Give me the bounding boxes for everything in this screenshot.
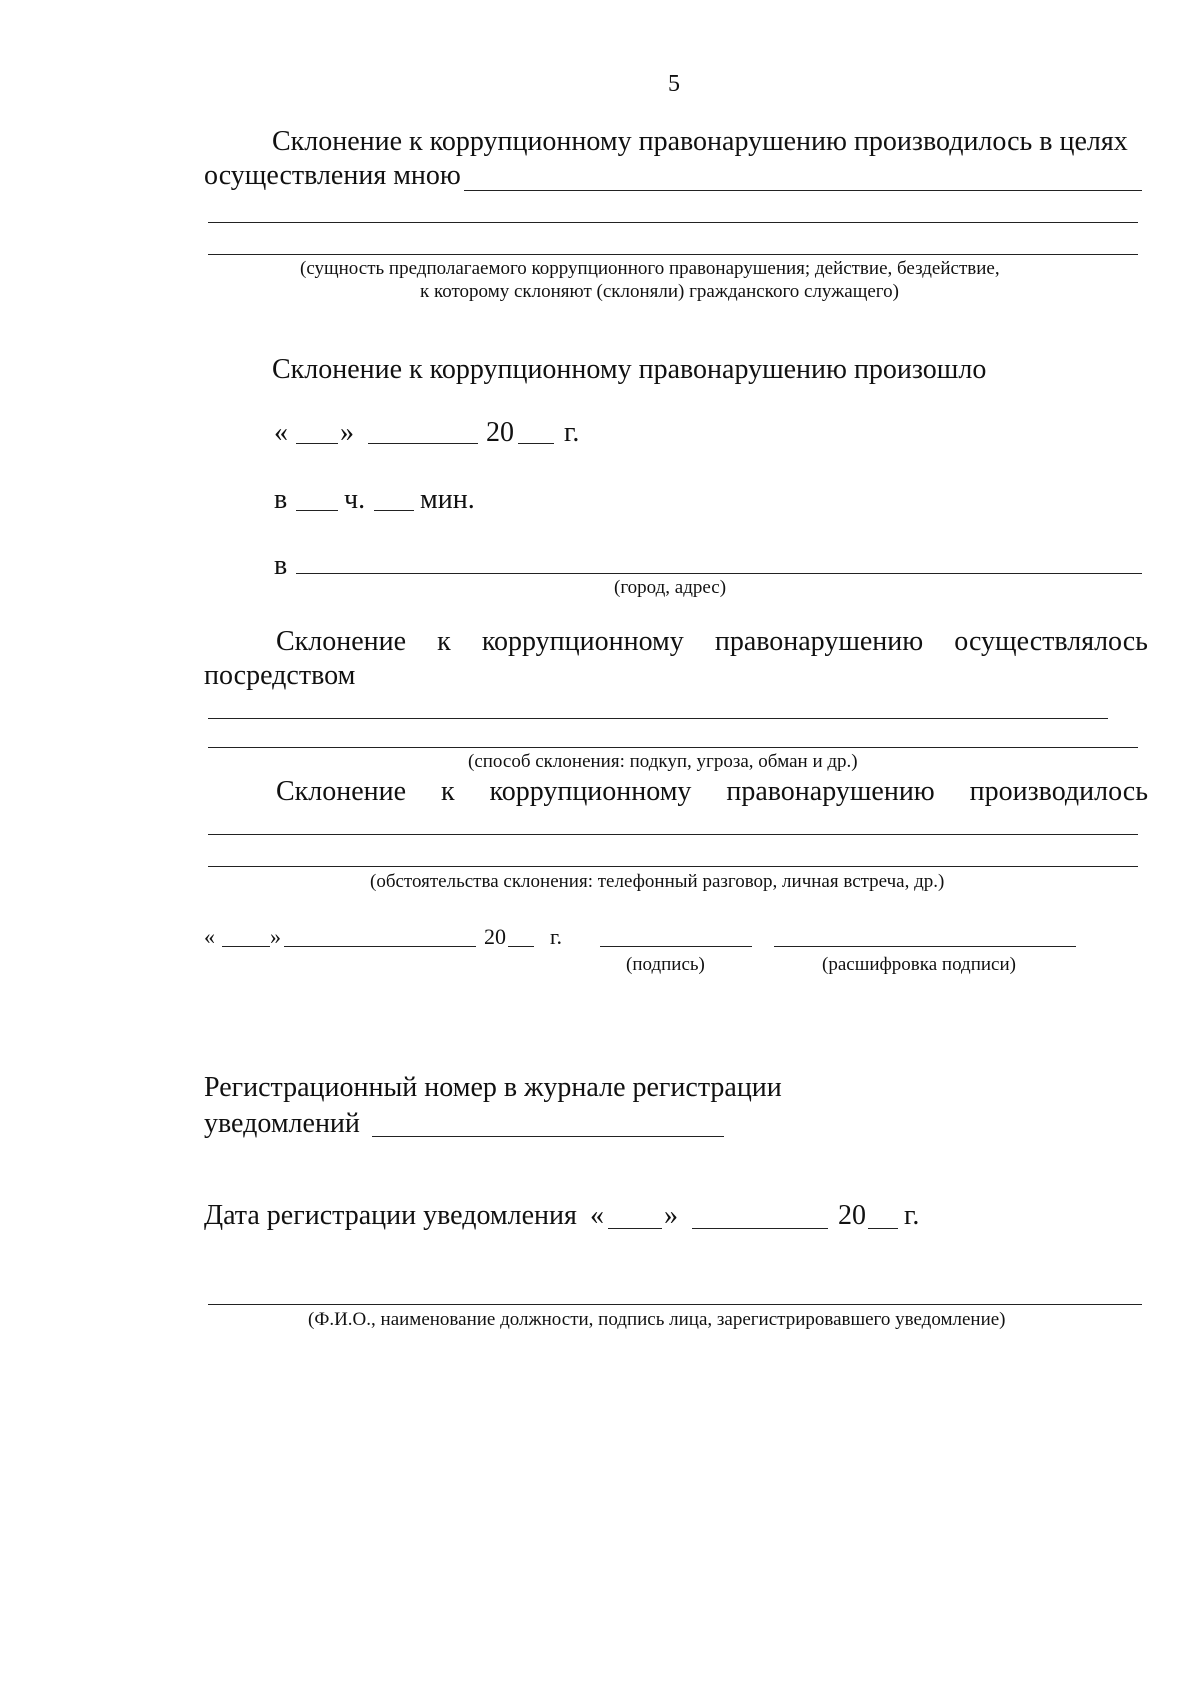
sign-month-field[interactable] [284,946,476,947]
sign-caption: (подпись) [626,954,705,975]
block3-word: осуществлялось [954,626,1148,657]
block1-caption2: к которому склоняют (склоняли) гражданского служащего) [420,281,899,302]
block2-line1: Склонение к коррупционному правонарушению произошло [272,354,987,385]
final-caption: (Ф.И.О., наименование должности, подпись лица, зарегистрировавшего уведомление) [308,1309,1006,1330]
reg-year-field[interactable] [868,1228,898,1229]
block1-line1: Склонение к коррупционному правонарушению производилось в целях [272,126,1128,157]
decode-caption: (расшифровка подписи) [822,954,1016,975]
sign-year-prefix: 20 [484,924,506,949]
purpose-field-3[interactable] [208,254,1138,255]
month-field[interactable] [368,443,478,444]
sign-year-suffix: г. [550,924,563,949]
purpose-field-1[interactable] [464,190,1142,191]
year-suffix: г. [564,417,580,448]
reg-number-line1: Регистрационный номер в журнале регистрации [204,1072,782,1103]
time-prefix: в [274,484,288,515]
block4-word: правонарушению [726,776,935,807]
year-prefix: 20 [486,417,514,448]
block3-line2: посредством [204,660,356,691]
date-open-quote: « [274,417,288,448]
purpose-field-2[interactable] [208,222,1138,223]
circumstances-field-1[interactable] [208,834,1138,835]
block4-line1 [276,778,1148,806]
registrar-field[interactable] [208,1304,1142,1305]
block3-word: коррупционному [481,626,684,657]
block3-line1 [276,628,1148,656]
reg-date-close-quote: » [664,1200,678,1231]
year-field[interactable] [518,443,554,444]
hours-field[interactable] [296,510,338,511]
page-number: 5 [668,71,680,97]
block4-caption: (обстоятельства склонения: телефонный разговор, личная встреча, др.) [370,871,945,892]
sign-day-field[interactable] [222,946,270,947]
reg-number-line2: уведомлений [204,1108,360,1139]
block4-word: коррупционному [489,776,692,807]
block1-line2: осуществления мною [204,160,461,191]
reg-number-field[interactable] [372,1136,724,1137]
reg-day-field[interactable] [608,1228,662,1229]
reg-month-field[interactable] [692,1228,828,1229]
sign-date-open-quote: « [204,924,215,949]
signature-field[interactable] [600,946,752,947]
place-field[interactable] [296,573,1142,574]
place-prefix: в [274,550,288,581]
hours-label: ч. [344,484,366,515]
minutes-field[interactable] [374,510,414,511]
day-field[interactable] [296,443,338,444]
block3-word: Склонение [276,626,407,657]
block4-word: к [440,776,455,807]
date-close-quote: » [340,417,354,448]
block1-caption1: (сущность предполагаемого коррупционного правонарушения; действие, бездействие, [300,258,1000,279]
block4-word: Склонение [276,776,407,807]
block4-word: производилось [969,776,1148,807]
reg-date-label: Дата регистрации уведомления [204,1200,577,1231]
block3-word: к [437,626,451,657]
circumstances-field-2[interactable] [208,866,1138,867]
place-caption: (город, адрес) [614,577,727,598]
minutes-label: мин. [420,484,475,515]
method-field-2[interactable] [208,747,1138,748]
block3-word: правонарушению [714,626,924,657]
block3-caption: (способ склонения: подкуп, угроза, обман и др.) [468,751,858,772]
signature-decode-field[interactable] [774,946,1076,947]
sign-date-close-quote: » [270,924,281,949]
reg-date-open-quote: « [590,1200,604,1231]
method-field-1[interactable] [208,718,1108,719]
reg-year-prefix: 20 [838,1200,866,1231]
reg-year-suffix: г. [904,1200,920,1231]
sign-year-field[interactable] [508,946,534,947]
